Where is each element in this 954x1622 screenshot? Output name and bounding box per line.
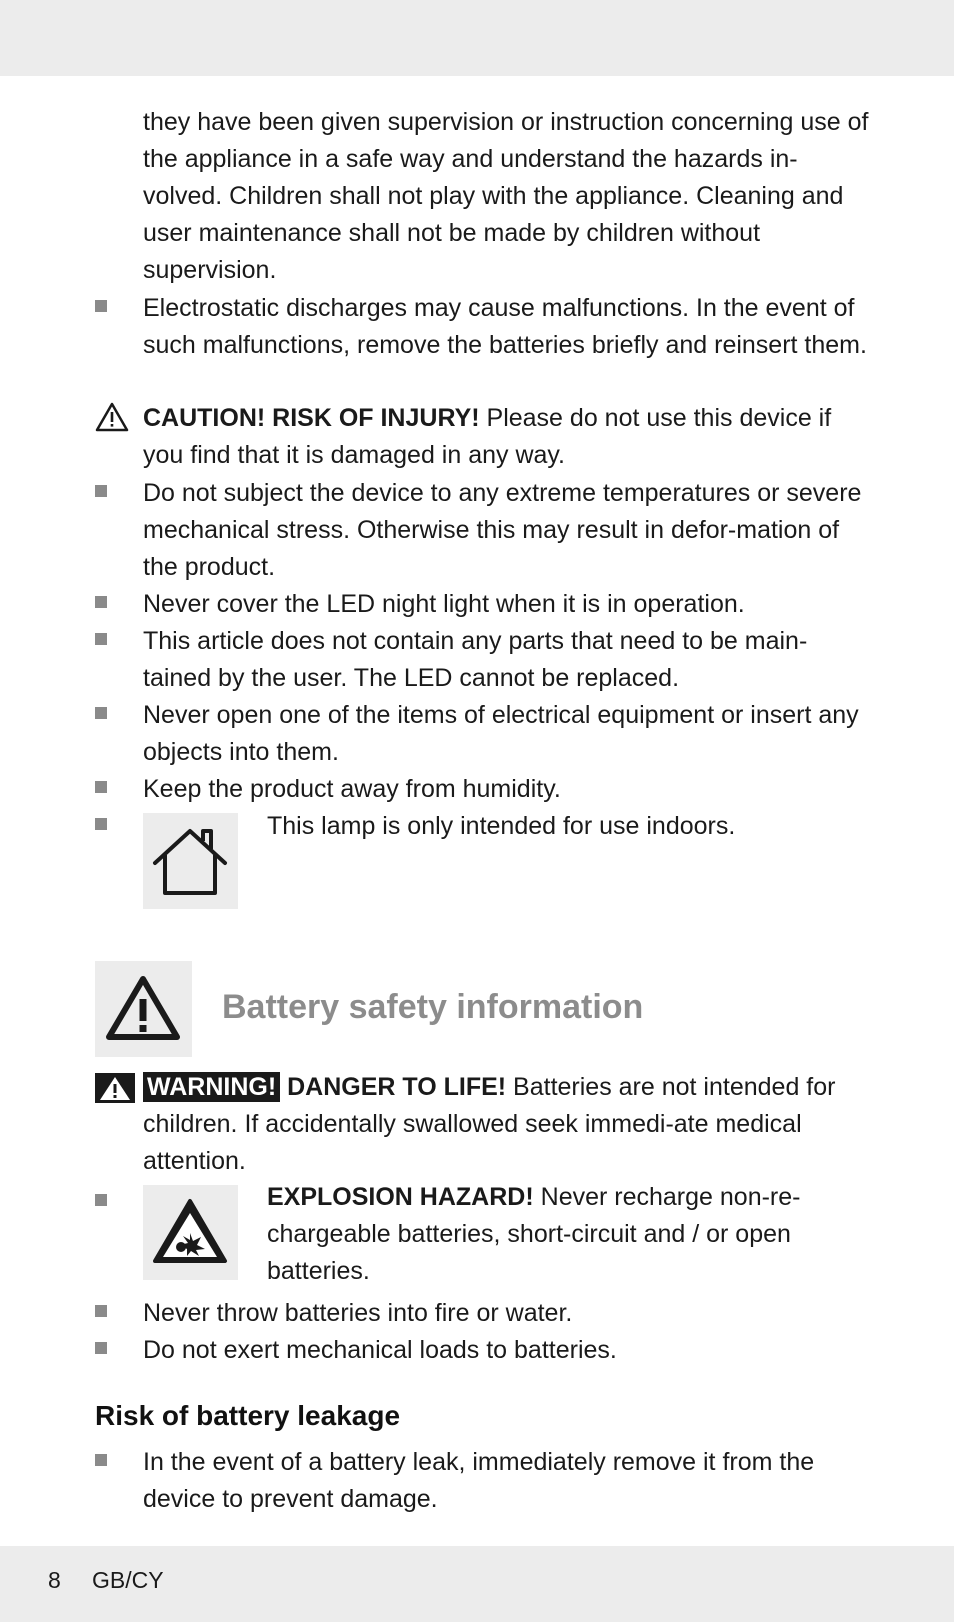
warning-label: WARNING! <box>143 1072 280 1102</box>
caution-triangle-icon <box>95 402 129 432</box>
temperatures-paragraph: Do not subject the device to any extreme temperatures or severe mechanical stress. Otherwise this may result in defor-mation of the product. <box>143 479 862 581</box>
explosion-text: Never recharge non-re-chargeable batteries, short-circuit and / or open batteries. <box>267 1183 801 1285</box>
fire-paragraph: Never throw batteries into fire or water. <box>143 1299 573 1327</box>
bullet-marker <box>95 781 107 793</box>
danger-text: Batteries are not intended for children. If accidentally swallowed seek immedi-ate medical attention. <box>143 1073 836 1175</box>
loads-paragraph: Do not exert mechanical loads to batteries. <box>143 1336 617 1364</box>
explosion-label: EXPLOSION HAZARD! <box>267 1183 534 1211</box>
warning-icon-box <box>95 961 192 1057</box>
bullet-marker <box>95 1194 107 1206</box>
bullet-marker <box>95 1305 107 1317</box>
warning-solid-triangle-icon <box>95 1073 135 1103</box>
house-icon-box <box>143 813 238 909</box>
parts-paragraph: This article does not contain any parts that need to be main-tained by the user. The LED cannot be replaced. <box>143 627 808 692</box>
bullet-marker <box>95 1454 107 1466</box>
cover-paragraph: Never cover the LED night light when it is in operation. <box>143 590 745 618</box>
header-band <box>0 0 954 76</box>
leakage-heading: Risk of battery leakage <box>95 1400 401 1431</box>
indoors-paragraph: This lamp is only intended for use indoors. <box>267 812 736 840</box>
danger-paragraph <box>143 1069 873 1180</box>
battery-safety-heading: Battery safety information <box>222 988 644 1026</box>
caution-label: CAUTION! RISK OF INJURY! <box>143 404 480 432</box>
explosion-icon-box <box>143 1185 238 1280</box>
bullet-marker <box>95 1342 107 1354</box>
bullet-marker <box>95 596 107 608</box>
bullet-marker <box>95 707 107 719</box>
electrostatic-paragraph: Electrostatic discharges may cause malfunctions. In the event of such malfunctions, remove the batteries briefly and reinsert them. <box>143 294 867 359</box>
bullet-marker <box>95 818 107 830</box>
page-number: 8 <box>48 1567 61 1593</box>
caution-text: Please do not use this device if you find that it is damaged in any way. <box>143 404 832 469</box>
language-code: GB/CY <box>92 1567 164 1593</box>
supervision-paragraph: they have been given supervision or instruction concerning use of the appliance in a safe way and understand the hazards in-volved. Children shall not play with the appliance. Cleaning and user maintenance shall not be made by children without supervision. <box>143 108 869 284</box>
bullet-marker <box>95 485 107 497</box>
leakage-paragraph: In the event of a battery leak, immediately remove it from the device to prevent damage. <box>143 1448 815 1513</box>
explosion-icon <box>143 1185 238 1280</box>
danger-label: DANGER TO LIFE! <box>287 1073 507 1101</box>
humidity-paragraph: Keep the product away from humidity. <box>143 775 561 803</box>
open-paragraph: Never open one of the items of electrical equipment or insert any objects into them. <box>143 701 859 766</box>
caution-paragraph <box>143 400 873 474</box>
bullet-marker <box>95 300 107 312</box>
explosion-paragraph <box>267 1179 872 1290</box>
bullet-marker <box>95 633 107 645</box>
house-icon <box>143 813 238 909</box>
warning-triangle-icon <box>95 961 192 1057</box>
